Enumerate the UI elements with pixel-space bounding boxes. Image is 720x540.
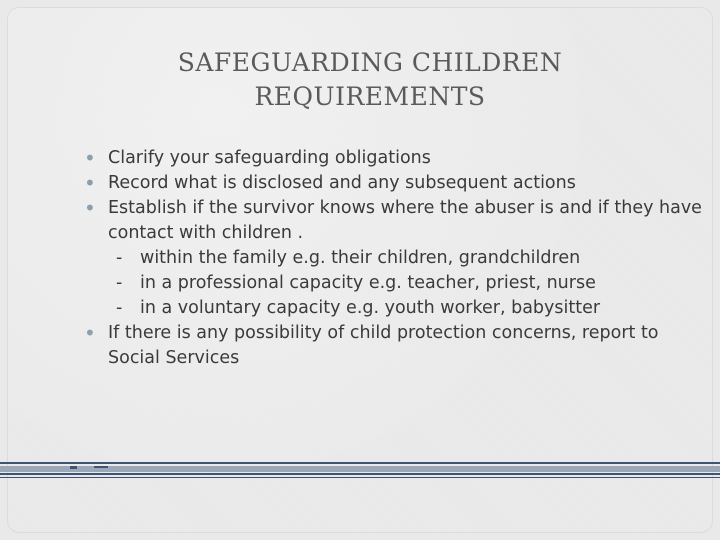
footer-line (0, 473, 720, 475)
dash-icon: - (116, 248, 123, 268)
list-item (84, 146, 714, 171)
bullet-icon: • (84, 146, 96, 170)
footer-mark (94, 466, 108, 468)
sub-list (84, 246, 714, 321)
footer-line (0, 477, 720, 478)
sub-list-item-text: in a professional capacity e.g. teacher, priest, nurse (140, 273, 596, 293)
sub-list-item (108, 271, 714, 296)
list-item-text: Establish if the survivor knows where the abuser is and if they have contact with children . (108, 198, 702, 243)
list-item-text: Clarify your safeguarding obligations (108, 148, 431, 168)
bullet-icon: • (84, 171, 96, 195)
dash-icon: - (116, 273, 123, 293)
footer-mark (70, 466, 77, 469)
sub-list-item (108, 246, 714, 271)
sub-list-item (108, 296, 714, 321)
footer-band (0, 466, 720, 472)
sub-list-item-text: in a voluntary capacity e.g. youth worker, babysitter (140, 298, 601, 318)
bullet-icon: • (84, 196, 96, 220)
slide-title-line-2: REQUIREMENTS (254, 82, 486, 111)
bullet-list (84, 146, 714, 371)
list-item-text: If there is any possibility of child protection concerns, report to Social Services (108, 323, 659, 368)
sub-list-item-text: within the family e.g. their children, grandchildren (140, 248, 581, 268)
list-item (84, 196, 714, 246)
bullet-icon: • (84, 321, 96, 345)
footer-line (0, 462, 720, 464)
list-item (84, 171, 714, 196)
slide-title-line-1: SAFEGUARDING CHILDREN (177, 48, 563, 77)
slide-title (0, 46, 720, 114)
list-item-text: Record what is disclosed and any subsequent actions (108, 173, 576, 193)
decorative-footer-bar (0, 462, 720, 484)
dash-icon: - (116, 298, 123, 318)
list-item (84, 321, 714, 371)
